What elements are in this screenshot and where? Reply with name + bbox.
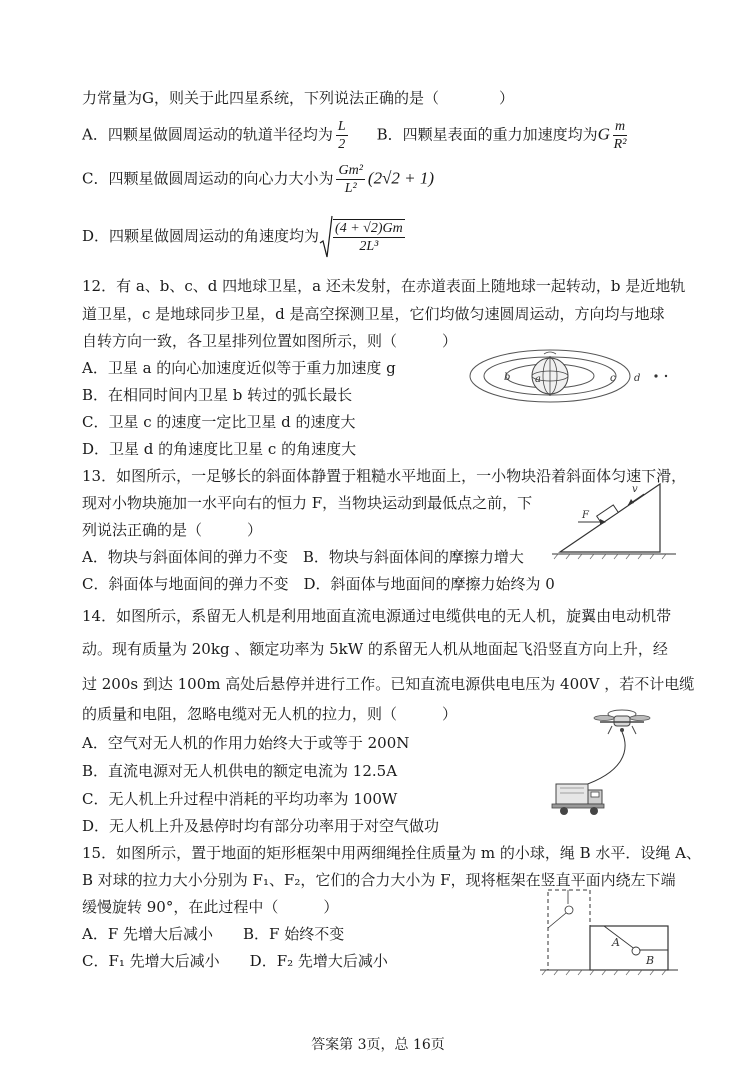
gravity-constant: G	[597, 124, 610, 144]
q11-option-d-text: D．四颗星做圆周运动的角速度均为	[82, 227, 320, 245]
q11-option-a-fraction	[336, 118, 348, 153]
orbit-label-d: d	[634, 373, 641, 384]
satellite-orbits-figure	[468, 346, 668, 408]
rope-label-a: A	[612, 936, 620, 949]
velocity-label-v: v	[632, 484, 638, 495]
q11-option-c-text: C．四颗星做圆周运动的向心力大小为	[82, 169, 334, 188]
q13-options-ab: A．物块与斜面体间的弹力不变 B．物块与斜面体间的摩擦力增大	[82, 548, 524, 566]
q12-option-c: C．卫星 c 的速度一定比卫星 d 的速度大	[82, 413, 356, 431]
q12-stem-line1: 12．有 a、b、c、d 四地球卫星，a 还未发射，在赤道表面上随地球一起转动，b 是近地轨	[82, 277, 686, 295]
q15-options-ab: A．F 先增大后减小 B．F 始终不变	[82, 925, 345, 943]
rope-label-b: B	[646, 954, 655, 967]
tethered-drone-figure	[542, 700, 678, 822]
orbit-label-b: b	[504, 372, 511, 383]
sqrt-expression	[319, 215, 408, 259]
q11-option-a-text: A．四颗星做圆周运动的轨道半径均为	[82, 125, 333, 144]
fraction-numerator: Gm²	[338, 163, 363, 178]
fraction-numerator: m	[614, 119, 626, 134]
q11-option-c-paren: (2√2 + 1)	[367, 168, 435, 188]
q11-option-b-fraction	[613, 118, 627, 153]
q14-stem-line1: 14．如图所示，系留无人机是利用地面直流电源通过电缆供电的无人机，旋翼由电动机带	[82, 607, 672, 625]
orbit-label-a: a	[535, 374, 541, 385]
q14-option-c: C．无人机上升过程中消耗的平均功率为 100W	[82, 790, 398, 808]
q11-options-ab	[82, 118, 630, 153]
orbit-label-c: c	[610, 373, 616, 384]
q13-options-cd: C．斜面体与地面间的弹力不变 D．斜面体与地面间的摩擦力始终为 0	[82, 575, 555, 593]
drone-body-icon	[614, 716, 630, 726]
q14-option-a: A．空气对无人机的作用力始终大于或等于 200N	[82, 734, 410, 752]
fraction-numerator: (4 + √2)Gm	[335, 221, 403, 236]
q14-stem-line3: 过 200s 到达 100m 高处后悬停并进行工作。已知直流电源供电电压为 400V ，若不计电缆	[82, 675, 695, 693]
q11-option-c	[82, 162, 434, 197]
q11-intro: 力常量为G，则关于此四星系统，下列说法正确的是（ ）	[82, 89, 514, 107]
q11-option-c-fraction	[336, 162, 364, 197]
q12-option-b: B．在相同时间内卫星 b 转过的弧长最长	[82, 386, 353, 404]
q14-option-d: D．无人机上升及悬停时均有部分功率用于对空气做功	[82, 817, 440, 835]
q12-option-d: D．卫星 d 的角速度比卫星 c 的角速度大	[82, 440, 357, 458]
q12-option-a: A．卫星 a 的向心加速度近似等于重力加速度 g	[82, 359, 396, 377]
radical-sign-icon	[319, 215, 333, 259]
q11-option-d	[82, 215, 408, 259]
fraction-denominator: L²	[344, 181, 357, 196]
q12-stem-line3: 自转方向一致，各卫星排列位置如图所示，则（ ）	[82, 332, 458, 350]
fraction-numerator: L	[337, 119, 346, 134]
q11-option-b-text: B．四颗星表面的重力加速度均为	[376, 125, 598, 144]
q13-stem-line2: 现对小物块施加一水平向右的恒力 F，当物块运动到最低点之前，下	[82, 494, 533, 512]
q15-stem-line3: 缓慢旋转 90°，在此过程中（ ）	[82, 898, 339, 916]
page-footer: 答案第 3页，总 16页	[311, 1037, 445, 1053]
q14-stem-line2: 动。现有质量为 20kg 、额定功率为 5kW 的系留无人机从地面起飞沿竖直方向上升，经	[82, 640, 668, 658]
q11-option-d-fraction	[333, 219, 405, 255]
q15-options-cd: C．F₁ 先增大后减小 D．F₂ 先增大后减小	[82, 952, 388, 970]
power-truck-icon	[552, 784, 604, 815]
q14-stem-line4: 的质量和电阻，忽略电缆对无人机的拉力，则（ ）	[82, 705, 458, 723]
incline-block-figure	[548, 478, 682, 560]
force-label-f: F	[582, 510, 589, 521]
q12-stem-line2: 道卫星，c 是地球同步卫星，d 是高空探测卫星，它们均做匀速圆周运动，方向均与地球	[82, 305, 665, 323]
q13-stem-line3: 列说法正确的是（ ）	[82, 521, 263, 539]
q13-stem-line1: 13．如图所示，一足够长的斜面体静置于粗糙水平地面上，一小物块沿着斜面体匀速下滑，	[82, 467, 687, 485]
rotating-frame-figure	[540, 884, 680, 978]
q15-stem-line2: B 对球的拉力大小分别为 F₁、F₂，它们的合力大小为 F，现将框架在竖直平面内绕左下端	[82, 871, 676, 889]
q14-option-b: B．直流电源对无人机供电的额定电流为 12.5A	[82, 762, 398, 780]
fraction-denominator: 2	[338, 137, 346, 152]
q15-stem-line1: 15．如图所示，置于地面的矩形框架中用两细绳拴住质量为 m 的小球，绳 B 水平．设绳 A、	[82, 844, 702, 862]
fraction-denominator: R²	[613, 137, 627, 152]
fraction-denominator: 2L³	[359, 239, 379, 254]
